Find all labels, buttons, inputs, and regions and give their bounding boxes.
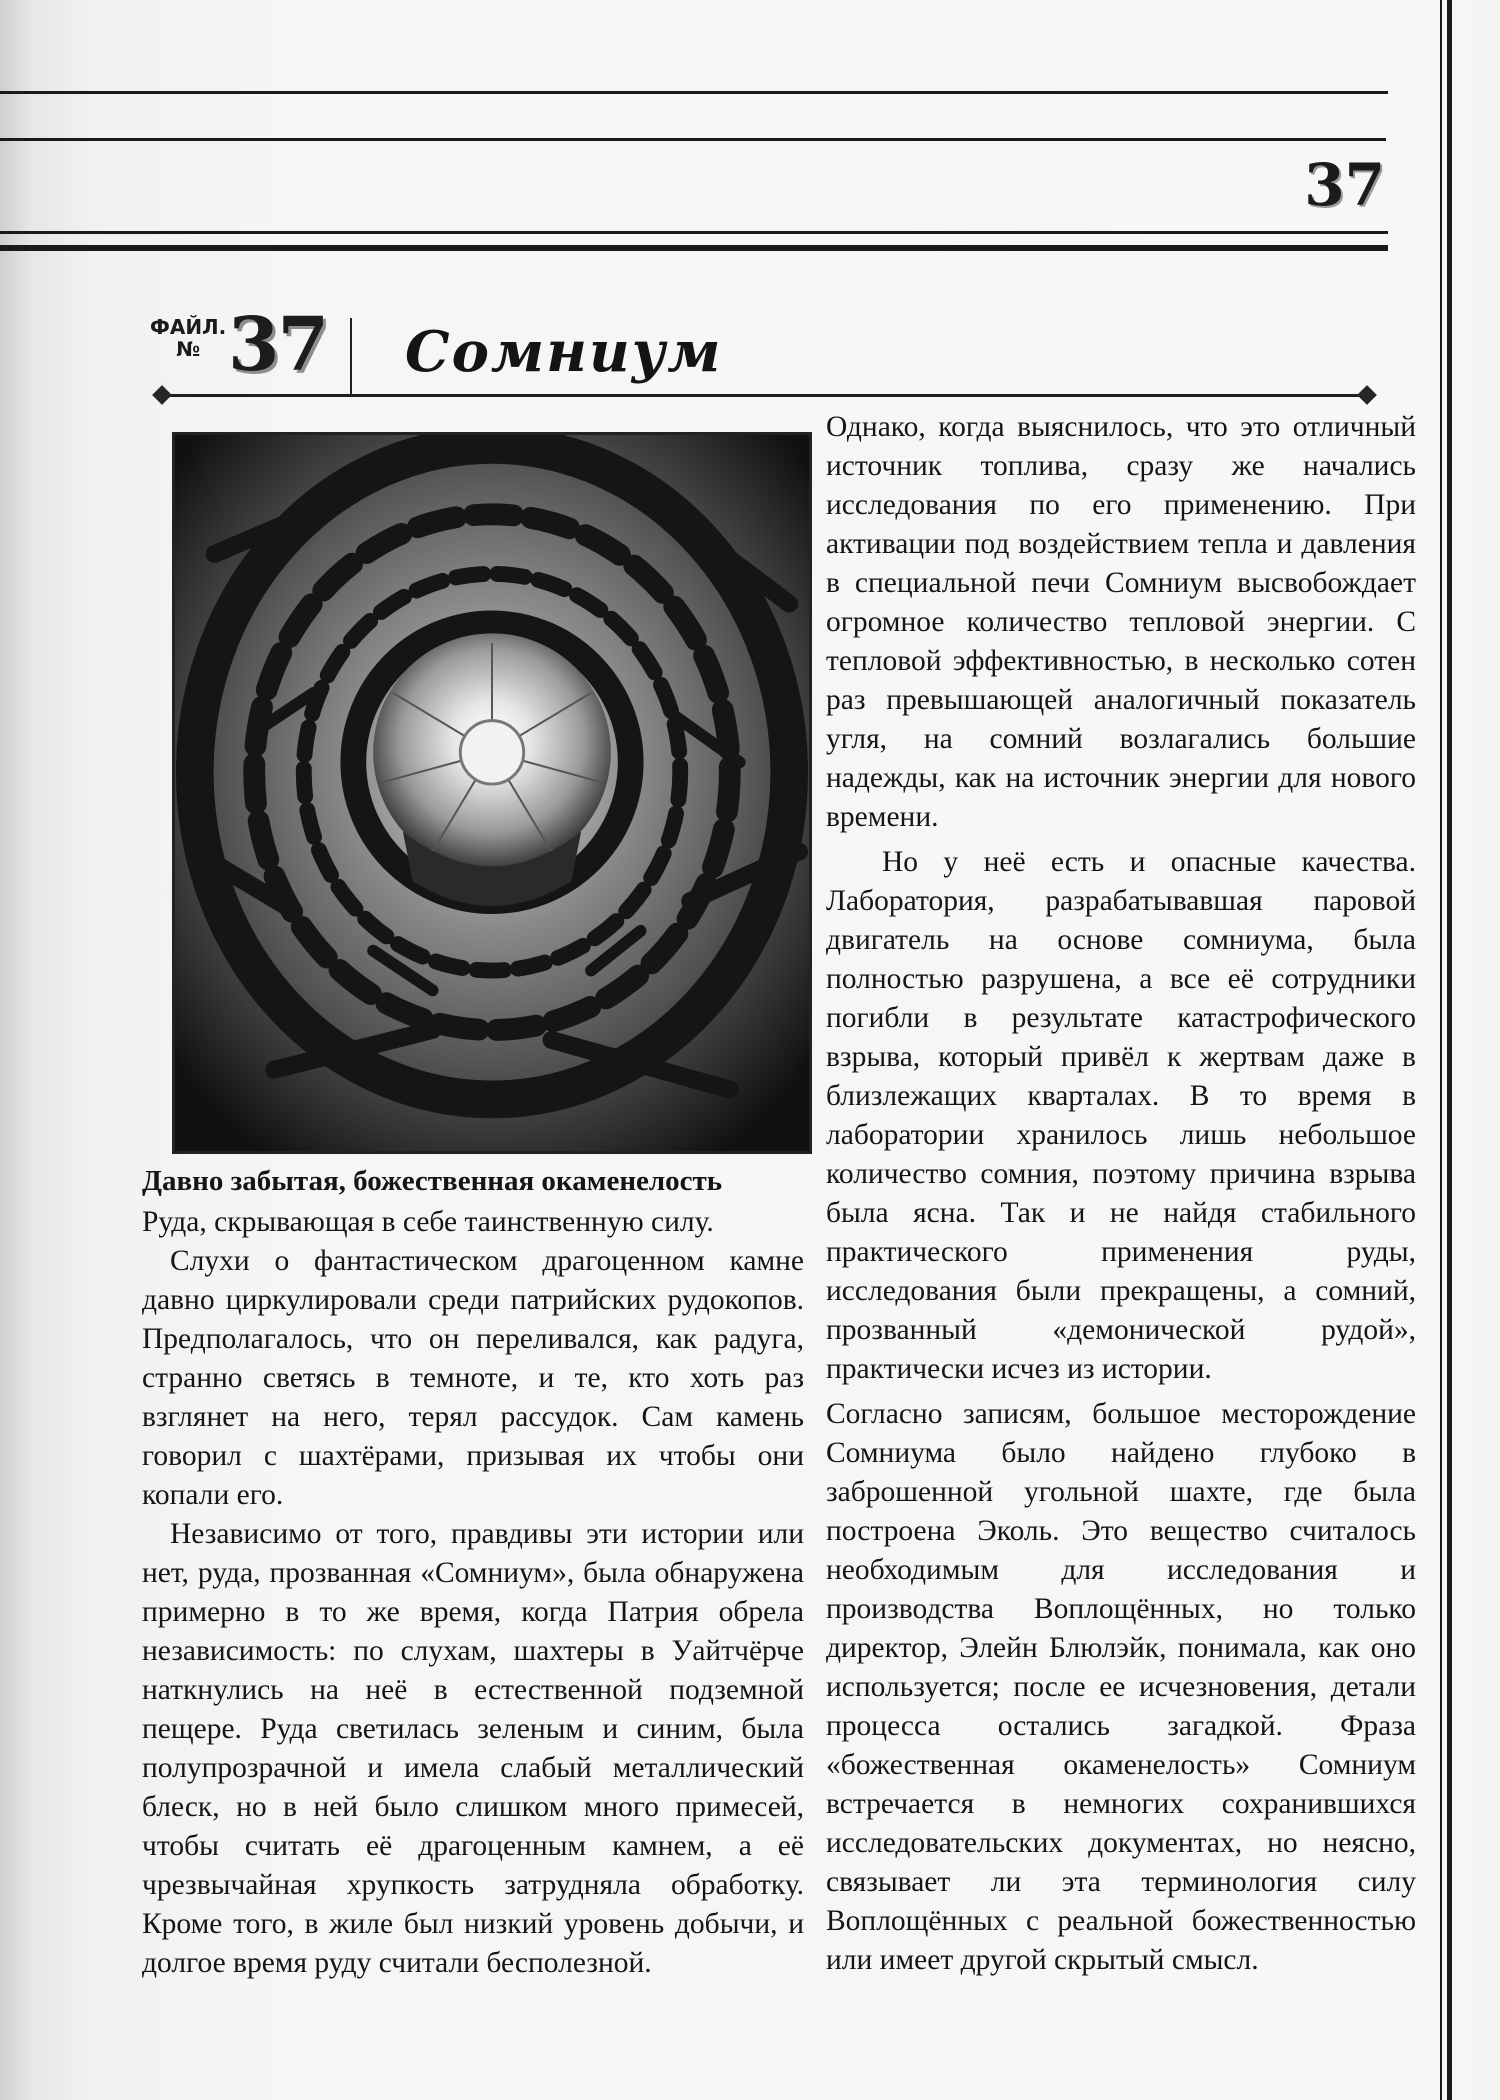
page-border-inner [1440,0,1442,2100]
illustration-caption: Давно забытая, божественная окаменелость [142,1165,723,1197]
right-paragraph-3: Согласно записям, большое месторождение Сомниума было найдено глубоко в заброшенной угольной шахте, где была построена Эколь. Это вещество считалось необходимым для исследования и производства Воплощённых, но только директор, Элейн Блюлэйк, понимала, как оно используется; после ее исчезновения, детали процесса остались загадкой. Фраза «божественная окаменелость» Сомниум встречается в немногих сохранившихся исследовательских документах, но неясно, связывает ли эта терминология силу Воплощённых с реальной божественностью или имеет другой скрытый смысл. [826,1398,1416,1976]
file-label-word: ФАЙЛ. [150,315,227,339]
page-border-outer [1447,0,1452,2100]
right-paragraph-2: Но у неё есть и опасные качества. Лаборатория, разрабатывавшая паровой двигатель на основе сомниума, была полностью разрушена, а все её сотрудники погибли в результате катастрофического взрыва, который привёл к жертвам даже в близлежащих кварталах. В то время в лаборатории хранилось лишь небольшое количество сомния, поэтому причина взрыва была ясна. Так и не найдя стабильного практического применения руды, исследования были прекращены, а сомний, прозванный «демонической рудой», практически исчез из истории. [826,846,1416,1385]
file-label-number-sign: № [176,337,201,361]
header-rule-2 [0,138,1386,141]
header-rule-1 [0,91,1388,94]
diamond-left-icon [152,385,172,405]
diamond-right-icon [1357,385,1377,405]
title-divider [350,318,352,394]
header-rule-4 [0,245,1388,251]
left-paragraph-3: Независимо от того, правдивы эти истории или нет, руда, прозванная «Сомниум», была обнаружена примерно в то же время, когда Патрия обрела независимость: по слухам, шахтеры в Уайтчёрче наткнулись на неё в естественной подземной пещере. Руда светилась зеленым и синим, была полупрозрачной и имела слабый металлический блеск, но в ней было слишком много примесей, чтобы считать её драгоценным камнем, а её чрезвычайная хрупкость затрудняла обработку. Кроме того, в жиле был низкий уровень добычи, и долгое время руду считали бесполезной. [142,1518,804,1979]
somnium-orb-image [175,435,809,1151]
right-paragraph-1: Однако, когда выяснилось, что это отличный источник топлива, сразу же начались исследования по его применению. При активации под воздействием тепла и давления в специальной печи Сомниум высвобождает огромное количество тепловой энергии. С тепловой эффективностью, в несколько сотен раз превышающей аналогичный показатель угля, на сомний возлагались большие надежды, как на источник энергии для нового времени. [826,411,1416,833]
file-number: 37 [228,302,327,388]
left-column [142,1203,804,1983]
page-title: Сомниум [405,319,723,385]
title-rule [160,394,1365,397]
left-paragraph-1: Руда, скрывающая в себе таинственную силу. [142,1206,714,1238]
illustration [172,432,812,1154]
page-number: 37 [1304,151,1385,219]
file-label [150,316,226,360]
right-column [826,408,1416,1980]
header-rule-3 [0,231,1388,234]
left-paragraph-2: Слухи о фантастическом драгоценном камне давно циркулировали среди патрийских рудокопов. Предполагалось, что он переливался, как радуга, странно светясь в темноте, и те, кто хоть раз взглянет на него, терял рассудок. Сам камень говорил с шахтёрами, призывая их чтобы они копали его. [142,1245,804,1511]
